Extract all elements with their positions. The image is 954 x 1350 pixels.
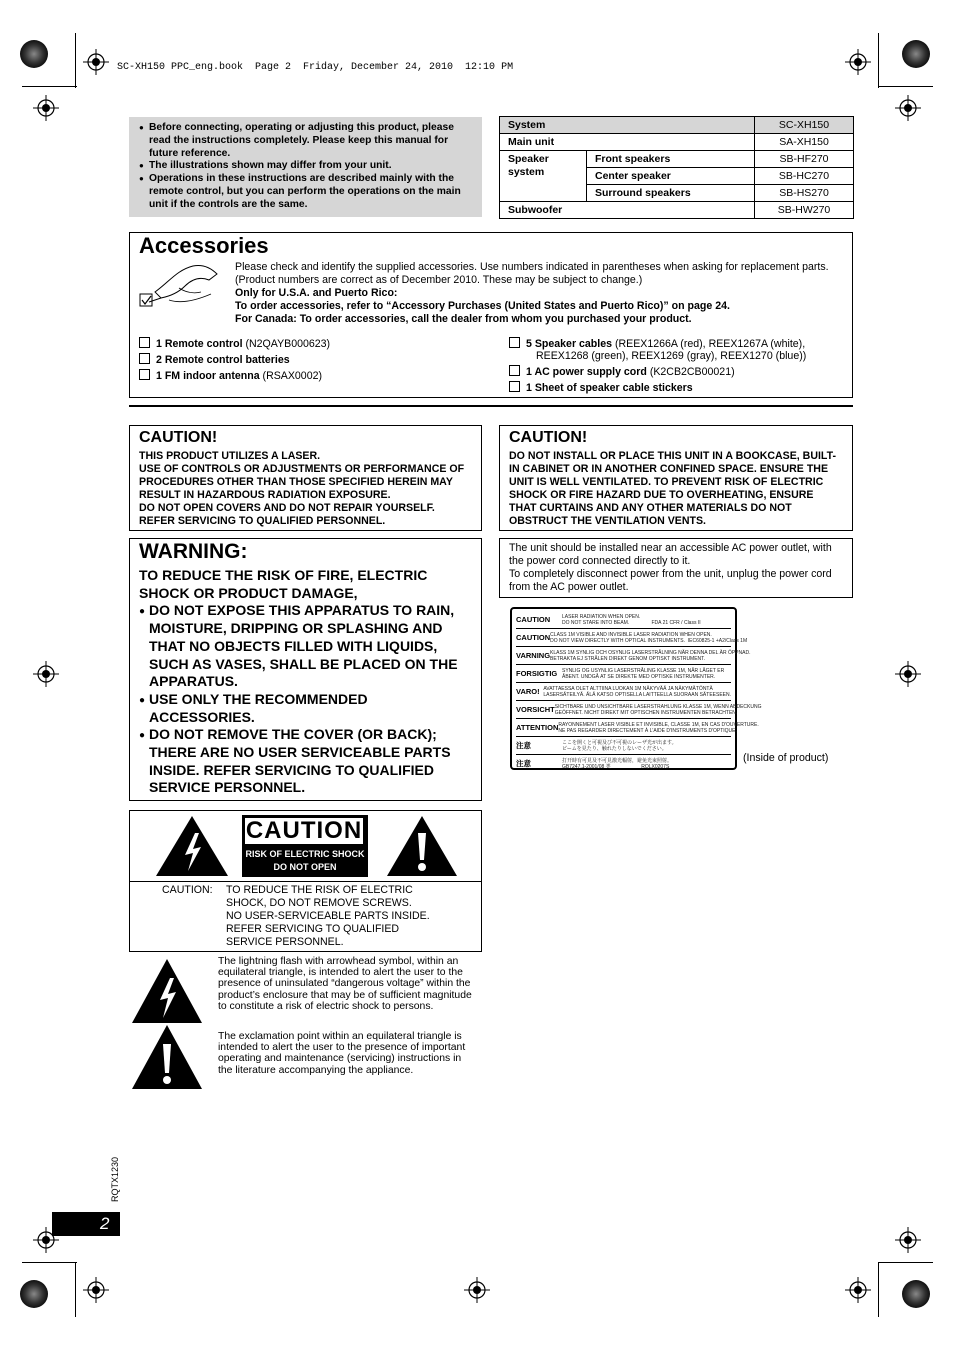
label-row: VARNING KLASS 1M SYNLIG OCH OSYNLIG LASERSTRÅLNING NÄR DENNA DEL ÄR ÖPPNAD. BETRAKTA EJ STRÅLEN DIREKT GENOM OPTISKT INSTRUMENT. [516,647,731,665]
checkbox-icon [509,337,520,348]
label-row: CAUTION LASER RADIATION WHEN OPEN. DO NOT STARE INTO BEAM. FDA 21 CFR / Class II [516,611,731,629]
accessory-item: 1 AC power supply cord (K2CB2CB00021) [509,365,735,379]
registration-blob-icon [20,1280,48,1308]
table-row [500,134,854,151]
doc-code: RQTX1230 [110,1156,120,1202]
table-cell: SA-XH150 [755,134,854,151]
warning-body [139,567,472,797]
table-cell: System [500,117,755,134]
checkbox-icon [509,365,520,376]
caution-title: CAUTION! [509,429,588,446]
intro-note: ● Before connecting, operating or adjusting this product, please read the instructions completely. Please keep this manual for future reference. [139,122,474,160]
exclamation-triangle-icon [386,815,458,877]
caution-body: THIS PRODUCT UTILIZES A LASER. USE OF CONTROLS OR ADJUSTMENTS OR PERFORMANCE OF PROCEDURES OTHER THAN THOSE SPECIFIED HEREIN MAY RESULT IN HAZARDOUS RADIATION EXPOSURE. DO NOT OPEN COVERS AND DO NOT REPAIR YOURSELF. REFER SERVICING TO QUALIFIED PERSONNEL. [139,450,465,527]
accessories-intro [235,261,843,326]
intro-notes [129,117,482,217]
caution-title: CAUTION! [139,429,218,446]
table-cell: Subwoofer [500,202,755,219]
registration-mark-icon [83,49,109,75]
label-row: 注意 打开時有可見及不可見激光輻射，避免光束照射。 GB7247.1-2001/08 类 RQLX0207S [516,757,673,770]
table-cell: SC-XH150 [755,117,854,134]
accessories-intro-text: Please check and identify the supplied accessories. Use numbers indicated in parentheses when asking for replacement parts. (Product numbers are correct as of December 2010. These may be subject to change.) [235,261,829,286]
lightning-triangle-icon [131,958,203,1024]
checkbox-icon [509,381,520,392]
table-cell: Front speakers [587,151,755,168]
label-row: CAUTION CLASS 1M VISIBLE AND INVISIBLE LASER RADIATION WHEN OPEN. DO NOT VIEW DIRECTLY WITH OPTICAL INSTRUMENTS. IEC60825-1 +A2/Class 1M [516,629,731,647]
lightning-triangle-icon [155,815,229,877]
warning-item: ● USE ONLY THE RECOMMENDED ACCESSORIES. [139,691,472,726]
accessories-usa-text: To order accessories, refer to “Accessory Purchases (United States and Puerto Rico)” on page 24. [235,300,730,312]
table-cell: SB-HS270 [755,185,854,202]
registration-mark-icon [845,1277,871,1303]
table-row [500,202,854,219]
label-row: ATTENTION RAYONNEMENT LASER VISIBLE ET INVISIBLE, CLASSE 1M, EN CAS D'OUVERTURE. NE PAS REGARDER DIRECTEMENT À L'AIDE D'INSTRUMENTS D'OPTIQUE. [516,719,731,737]
registration-mark-icon [845,49,871,75]
caution-body: DO NOT INSTALL OR PLACE THIS UNIT IN A BOOKCASE, BUILT-IN CABINET OR IN ANOTHER CONFINED SPACE. ENSURE THE UNIT IS WELL VENTILATED. TO PREVENT RISK OF ELECTRIC SHOCK OR FIRE HAZARD DUE TO OVERHEATING, ENSURE THAT CURTAINS AND ANY OTHER MATERIALS DO NOT OBSTRUCT THE VENTILATION VENTS. [509,450,837,527]
warning-box [129,538,482,801]
label-caption: (Inside of product) [743,752,829,764]
registration-blob-icon [902,40,930,68]
caution-install-box [499,425,853,531]
registration-mark-icon [895,1227,921,1253]
registration-mark-icon [33,661,59,687]
registration-blob-icon [902,1280,930,1308]
system-table [499,116,854,219]
intro-note: ● Operations in these instructions are described mainly with the remote control, but you can perform the operations on the main unit if the controls are the same. [139,173,474,211]
warning-title: WARNING: [139,540,248,563]
caution-sign-line2: DO NOT OPEN [273,862,337,872]
checkbox-icon [139,353,150,364]
accessories-usa-title: Only for U.S.A. and Puerto Rico: [235,287,398,299]
caution-sign-line1: RISK OF ELECTRIC SHOCK [245,849,365,859]
exclamation-explanation: The exclamation point within an equilateral triangle is intended to alert the user to the presence of important operating and maintenance (servicing) instructions in the literature accompanying the appliance. [218,1031,466,1076]
label-row: FORSIGTIG SYNLIG OG USYNLIG LASERSTRÅLING KLASSE 1M, NÅR LÅGET ER ÅBENT. UNDGÅ AT SE DIREKTE MED OPTISKE INSTRUMENTER. [516,665,731,683]
caution-laser-box [129,425,482,531]
registration-mark-icon [464,1277,490,1303]
table-cell: SB-HF270 [755,151,854,168]
table-row [500,117,854,134]
page-number: 2 [100,1214,110,1233]
caution-sign [242,815,368,877]
checklist-pen-icon [139,262,221,314]
accessory-item: 1 Sheet of speaker cable stickers [509,381,693,395]
table-cell: SB-HW270 [755,202,854,219]
caution-graphic-divider [129,881,482,882]
table-cell: Speaker system [500,151,587,202]
checkbox-icon [139,369,150,380]
warning-item: ● DO NOT EXPOSE THIS APPARATUS TO RAIN, MOISTURE, DRIPPING OR SPLASHING AND THAT NO OBJECTS FILLED WITH LIQUIDS, SUCH AS VASES, SHALL BE PLACED ON THE APPARATUS. [139,602,472,691]
label-row: VORSICHT SICHTBARE UND UNSICHTBARE LASERSTRAHLUNG KLASSE 1M, WENN ABDECKUNG GEÖFFNET. NICHT DIREKT MIT OPTISCHEN INSTRUMENTEN BETRACHTEN. [516,701,731,719]
table-cell: Surround speakers [587,185,755,202]
table-cell: SB-HC270 [755,168,854,185]
warning-lead: TO REDUCE THE RISK OF FIRE, ELECTRIC SHOCK OR PRODUCT DAMAGE, [139,567,428,601]
accessories-canada-text: For Canada: To order accessories, call the dealer from whom you purchased your product. [235,313,692,325]
registration-blob-icon [20,40,48,68]
label-row: VARO! AVATTAESSA OLET ALTTIINA LUOKAN 1M NÄKYVÄÄ JA NÄKYMÄTÖNTÄ LASERSÄTEILYÄ. ÄLÄ KATSO OPTISELLA LAITTEELLA SUORAAN SÄTEESEEN. [516,683,731,701]
checkbox-icon [139,337,150,348]
registration-mark-icon [83,1277,109,1303]
caution-graphic-lead: CAUTION: [162,884,213,896]
lightning-explanation: The lightning flash with arrowhead symbol, within an equilateral triangle, is intended to alert the user to the presence of uninsulated “dangerous voltage” within the product’s enclosure that may be of sufficient magnitude to constitute a risk of electric shock to persons. [218,956,472,1012]
accessories-title: Accessories [139,233,269,258]
accessory-item: 1 FM indoor antenna (RSAX0002) [139,369,322,383]
accessory-item: 5 Speaker cables (REEX1266A (red), REEX1267A (white), [509,337,805,351]
table-row [500,151,854,168]
table-cell: Main unit [500,134,755,151]
label-row: 注意 ここを開くと可視及び不可視のレーザ光が出ます。 ビームを見たり、触れたりしないでください。 [516,737,731,755]
exclamation-triangle-icon [131,1024,203,1090]
caution-sign-word: CAUTION [245,817,363,844]
registration-mark-icon [895,661,921,687]
registration-mark-icon [895,95,921,121]
accessories-rule [129,405,853,407]
file-stamp: SC-XH150 PPC_eng.book Page 2 Friday, December 24, 2010 12:10 PM [117,62,514,73]
warning-item: ● DO NOT REMOVE THE COVER (OR BACK); THERE ARE NO USER SERVICEABLE PARTS INSIDE. REFER SERVICING TO QUALIFIED SERVICE PERSONNEL. [139,726,472,797]
laser-warning-label [510,607,762,770]
page-number-tab [52,1212,120,1236]
table-cell: Center speaker [587,168,755,185]
power-note-box: The unit should be installed near an accessible AC power outlet, with the power cord connected directly to it. To completely disconnect power from the unit, unplug the power cord from the AC power outlet. [499,538,853,598]
accessory-item: 1 Remote control (N2QAYB000623) [139,337,330,351]
intro-note: ● The illustrations shown may differ from your unit. [139,160,474,173]
accessory-item-continued: REEX1268 (green), REEX1269 (gray), REEX1270 (blue)) [536,350,807,362]
caution-graphic-text: TO REDUCE THE RISK OF ELECTRIC SHOCK, DO NOT REMOVE SCREWS. NO USER-SERVICEABLE PARTS INSIDE. REFER SERVICING TO QUALIFIED SERVICE PERSONNEL. [226,884,430,948]
accessory-item: 2 Remote control batteries [139,353,290,367]
registration-mark-icon [33,95,59,121]
